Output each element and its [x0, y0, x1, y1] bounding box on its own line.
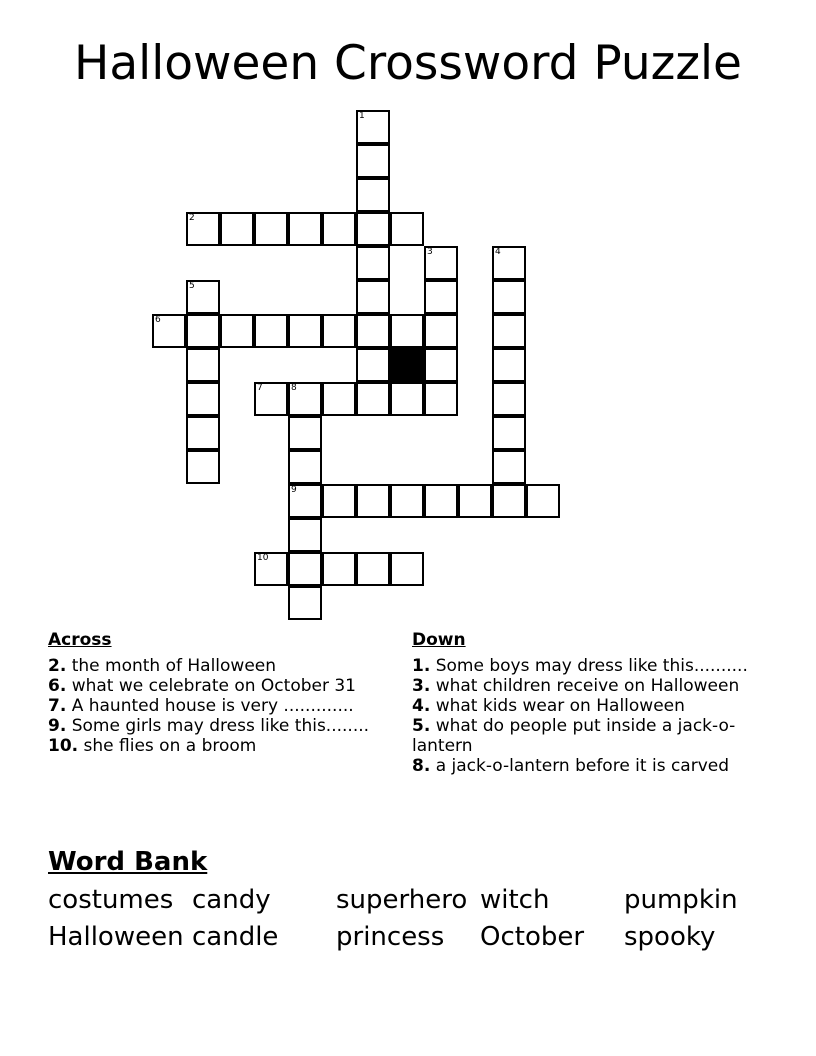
crossword-cell[interactable]	[288, 416, 322, 450]
word-bank-heading: Word Bank	[48, 847, 208, 877]
crossword-cell[interactable]	[356, 212, 390, 246]
clue-text: what children receive on Halloween	[430, 676, 740, 696]
crossword-cell[interactable]	[288, 450, 322, 484]
crossword-cell[interactable]	[492, 348, 526, 382]
crossword-cell[interactable]	[186, 212, 220, 246]
clue-number-label: 2.	[48, 656, 67, 676]
crossword-cell[interactable]	[186, 416, 220, 450]
down-clues	[412, 630, 772, 776]
crossword-cell[interactable]	[424, 246, 458, 280]
clue-text: what do people put inside a jack-o-lantern	[412, 716, 736, 756]
crossword-cell[interactable]	[186, 280, 220, 314]
crossword-cell[interactable]	[492, 450, 526, 484]
crossword-cell[interactable]	[254, 382, 288, 416]
crossword-cell[interactable]	[322, 552, 356, 586]
down-clue	[412, 676, 772, 696]
down-clue	[412, 756, 772, 776]
clue-number: 4	[495, 247, 501, 257]
crossword-cell[interactable]	[424, 484, 458, 518]
crossword-cell[interactable]	[322, 314, 356, 348]
crossword-cell[interactable]	[526, 484, 560, 518]
crossword-cell[interactable]	[322, 484, 356, 518]
clue-number: 10	[257, 553, 269, 563]
down-clue	[412, 716, 772, 756]
crossword-cell[interactable]	[492, 382, 526, 416]
across-clue	[48, 736, 388, 756]
down-clue	[412, 696, 772, 716]
crossword-cell[interactable]	[288, 586, 322, 620]
across-clue	[48, 696, 388, 716]
word-bank-word: princess	[336, 922, 445, 952]
clue-text: she flies on a broom	[78, 736, 257, 756]
across-clue	[48, 716, 388, 736]
word-bank-word: superhero	[336, 885, 468, 915]
crossword-cell[interactable]	[492, 280, 526, 314]
crossword-cell[interactable]	[424, 314, 458, 348]
crossword-cell[interactable]	[186, 348, 220, 382]
crossword-cell[interactable]	[288, 552, 322, 586]
clue-text: A haunted house is very .............	[66, 696, 354, 716]
crossword-cell[interactable]	[356, 552, 390, 586]
clue-number-label: 5.	[412, 716, 431, 736]
crossword-cell[interactable]	[288, 212, 322, 246]
clue-text: Some girls may dress like this........	[66, 716, 370, 736]
across-clues	[48, 630, 388, 756]
clue-number: 3	[427, 247, 433, 257]
crossword-cell[interactable]	[356, 110, 390, 144]
clue-number-label: 6.	[48, 676, 67, 696]
clue-number-label: 4.	[412, 696, 431, 716]
clue-number: 8	[291, 383, 297, 393]
crossword-cell[interactable]	[356, 348, 390, 382]
crossword-cell[interactable]	[492, 484, 526, 518]
word-bank-word: spooky	[624, 922, 716, 952]
crossword-cell[interactable]	[390, 552, 424, 586]
clue-number-label: 7.	[48, 696, 67, 716]
clue-number-label: 10.	[48, 736, 79, 756]
crossword-cell[interactable]	[254, 314, 288, 348]
clue-number: 2	[189, 213, 195, 223]
clue-number-label: 3.	[412, 676, 431, 696]
crossword-cell[interactable]	[390, 314, 424, 348]
crossword-cell[interactable]	[322, 382, 356, 416]
crossword-cell[interactable]	[356, 144, 390, 178]
crossword-cell[interactable]	[186, 450, 220, 484]
clue-number-label: 9.	[48, 716, 67, 736]
clue-number-label: 1.	[412, 656, 431, 676]
clue-number: 7	[257, 383, 263, 393]
crossword-cell[interactable]	[390, 212, 424, 246]
crossword-cell[interactable]	[424, 382, 458, 416]
word-bank-word: pumpkin	[624, 885, 738, 915]
across-clue	[48, 656, 388, 676]
crossword-cell[interactable]	[254, 212, 288, 246]
crossword-cell[interactable]	[424, 348, 458, 382]
clue-number-label: 8.	[412, 756, 431, 776]
clue-number: 1	[359, 111, 365, 121]
clue-number: 6	[155, 315, 161, 325]
crossword-cell[interactable]	[356, 382, 390, 416]
crossword-cell[interactable]	[254, 552, 288, 586]
crossword-cell[interactable]	[390, 382, 424, 416]
clue-text: what kids wear on Halloween	[430, 696, 685, 716]
down-heading: Down	[412, 630, 466, 650]
crossword-cell[interactable]	[424, 280, 458, 314]
crossword-cell[interactable]	[220, 212, 254, 246]
crossword-cell[interactable]	[390, 484, 424, 518]
word-bank-word: candle	[192, 922, 279, 952]
crossword-cell[interactable]	[356, 178, 390, 212]
crossword-cell[interactable]	[186, 314, 220, 348]
crossword-cell[interactable]	[288, 382, 322, 416]
crossword-cell[interactable]	[186, 382, 220, 416]
crossword-cell[interactable]	[152, 314, 186, 348]
crossword-cell[interactable]	[356, 246, 390, 280]
clue-number: 9	[291, 485, 297, 495]
word-bank-word: candy	[192, 885, 271, 915]
crossword-cell[interactable]	[356, 280, 390, 314]
down-clue-list	[412, 656, 772, 776]
word-bank-word: witch	[480, 885, 550, 915]
crossword-cell[interactable]	[492, 314, 526, 348]
crossword-cell[interactable]	[492, 246, 526, 280]
page-title: Halloween Crossword Puzzle	[74, 36, 742, 91]
crossword-cell[interactable]	[492, 416, 526, 450]
crossword-cell[interactable]	[220, 314, 254, 348]
down-clue	[412, 656, 772, 676]
black-square	[390, 348, 424, 382]
word-bank-word: October	[480, 922, 585, 952]
crossword-cell[interactable]	[322, 212, 356, 246]
crossword-cell[interactable]	[356, 484, 390, 518]
crossword-cell[interactable]	[458, 484, 492, 518]
clue-text: Some boys may dress like this..........	[430, 656, 748, 676]
clue-text: what we celebrate on October 31	[66, 676, 356, 696]
across-heading: Across	[48, 630, 112, 650]
word-bank-word: Halloween	[48, 922, 184, 952]
clue-text: a jack-o-lantern before it is carved	[430, 756, 730, 776]
crossword-cell[interactable]	[288, 518, 322, 552]
crossword-cell[interactable]	[288, 484, 322, 518]
crossword-cell[interactable]	[356, 314, 390, 348]
across-clue-list	[48, 656, 388, 756]
clue-number: 5	[189, 281, 195, 291]
across-clue	[48, 676, 388, 696]
crossword-cell[interactable]	[288, 314, 322, 348]
clue-text: the month of Halloween	[66, 656, 277, 676]
word-bank-word: costumes	[48, 885, 174, 915]
